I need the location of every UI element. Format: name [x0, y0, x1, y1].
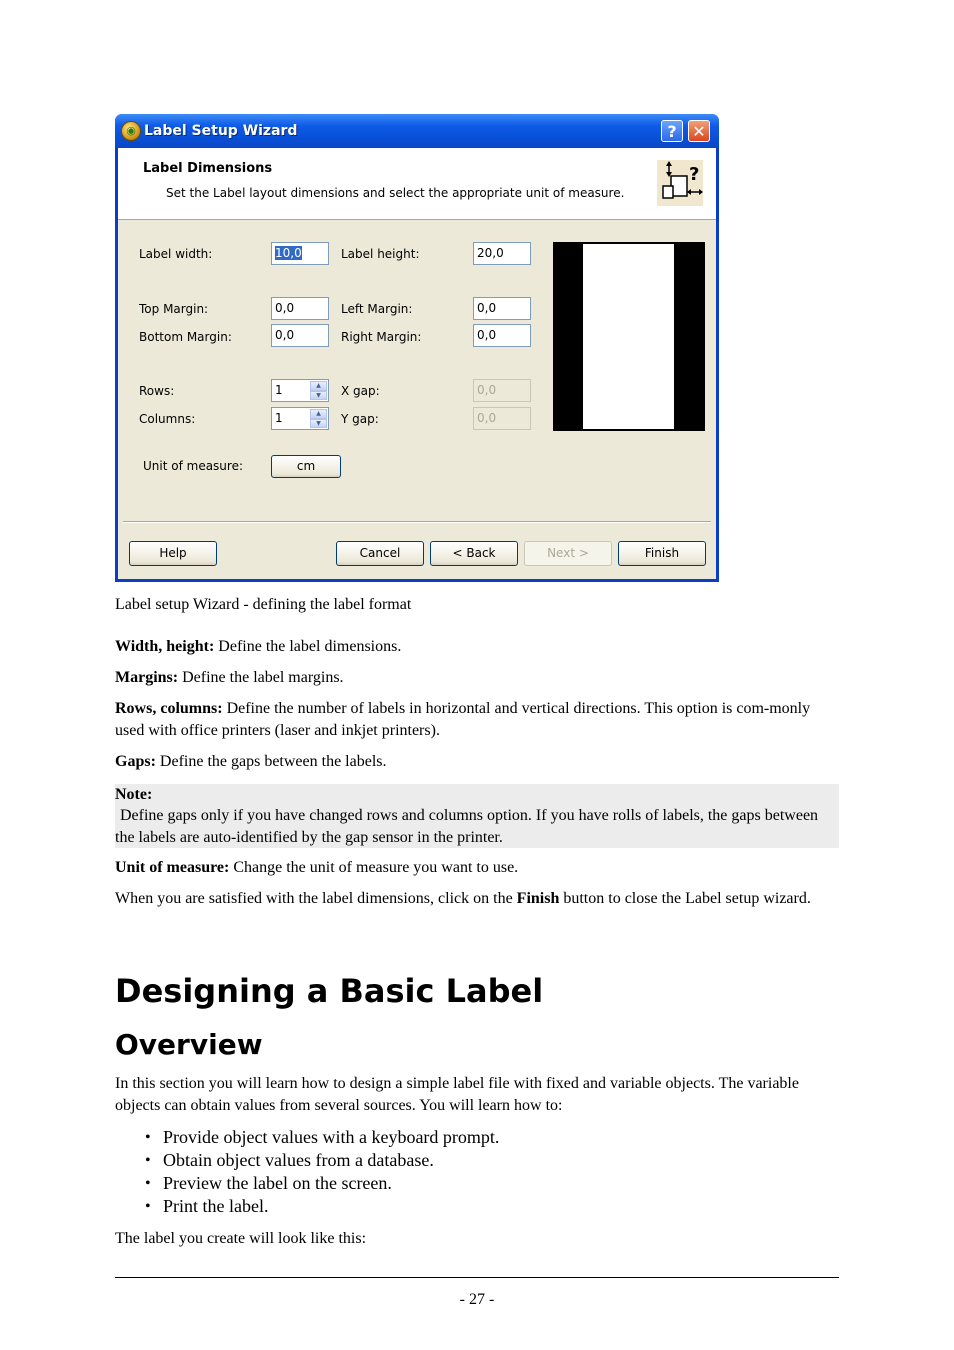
unit-of-measure-label: Unit of measure:	[143, 459, 244, 473]
finish-button[interactable]: Finish	[618, 541, 706, 566]
label-width-label: Label width:	[139, 247, 213, 261]
x-gap-input[interactable]: 0,0	[473, 379, 531, 402]
dialog-title-bar[interactable]	[115, 114, 719, 148]
rows-spin-buttons[interactable]	[310, 381, 327, 400]
rows-spinner[interactable]	[271, 379, 329, 402]
width-height-term: Width, height:	[115, 638, 215, 655]
margins-term: Margins:	[115, 669, 179, 686]
bottom-margin-input[interactable]: 0,0	[271, 324, 329, 347]
columns-value: 1	[275, 411, 283, 425]
button-separator	[123, 521, 711, 523]
finish-paragraph	[115, 888, 840, 910]
cancel-button[interactable]: Cancel	[336, 541, 424, 566]
columns-spin-buttons[interactable]	[310, 409, 327, 428]
wizard-step-title: Label Dimensions	[143, 161, 273, 176]
finish-text-post: button to close the Label setup wizard.	[559, 890, 811, 907]
finish-text-bold: Finish	[516, 890, 560, 907]
wizard-step-subtitle: Set the Label layout dimensions and select the appropriate unit of measure.	[166, 186, 625, 200]
close-icon[interactable]: ✕	[688, 120, 710, 142]
label-setup-wizard-dialog	[115, 114, 719, 582]
right-margin-input[interactable]: 0,0	[473, 324, 531, 347]
list-item: • Print the label.	[163, 1195, 499, 1218]
next-button[interactable]: Next >	[524, 541, 612, 566]
list-item: • Preview the label on the screen.	[163, 1172, 499, 1195]
left-margin-input[interactable]: 0,0	[473, 297, 531, 320]
list-item: • Obtain object values from a database.	[163, 1149, 499, 1172]
spin-up-icon[interactable]: ▲	[310, 409, 327, 419]
label-dimensions-icon	[655, 158, 705, 208]
left-margin-label: Left Margin:	[341, 302, 413, 316]
y-gap-input[interactable]: 0,0	[473, 407, 531, 430]
y-gap-label: Y gap:	[341, 412, 379, 426]
page-number: - 27 -	[459, 1291, 495, 1308]
gaps-term: Gaps:	[115, 753, 156, 770]
svg-text:?: ?	[689, 164, 700, 185]
bottom-margin-label: Bottom Margin:	[139, 330, 232, 344]
footer-rule	[115, 1277, 839, 1278]
spin-up-icon[interactable]: ▲	[310, 381, 327, 391]
rows-value: 1	[275, 383, 283, 397]
rows-columns-paragraph	[115, 698, 840, 742]
unit-of-measure-button[interactable]: cm	[271, 455, 341, 478]
width-height-text: Define the label dimensions.	[214, 638, 402, 655]
label-width-input[interactable]	[271, 242, 329, 265]
label-preview-sheet	[583, 244, 674, 429]
x-gap-label: X gap:	[341, 384, 380, 398]
figure-caption: Label setup Wizard - defining the label format	[115, 596, 412, 613]
label-height-label: Label height:	[341, 247, 420, 261]
label-width-value: 10,0	[275, 246, 302, 260]
note-title: Note:	[115, 786, 153, 803]
columns-label: Columns:	[139, 412, 196, 426]
right-margin-label: Right Margin:	[341, 330, 422, 344]
margins-text: Define the label margins.	[178, 669, 344, 686]
gaps-text: Define the gaps between the labels.	[155, 753, 387, 770]
dialog-client-area	[118, 148, 716, 579]
wizard-app-icon: ◉	[121, 121, 141, 141]
section-heading: Designing a Basic Label	[115, 972, 544, 1010]
width-height-paragraph	[115, 636, 840, 658]
note-text: Define gaps only if you have changed rows and columns option. If you have rolls of labels, the gaps between the labels are auto-identified by the gap sensor in the printer.	[115, 807, 819, 846]
rows-columns-text: Define the number of labels in horizontal and vertical directions. This option is com-monly used with office printers (laser and inkjet printers).	[115, 700, 811, 739]
unit-paragraph	[115, 857, 840, 879]
back-button[interactable]: < Back	[430, 541, 518, 566]
top-margin-input[interactable]: 0,0	[271, 297, 329, 320]
rows-columns-term: Rows, columns:	[115, 700, 223, 717]
margins-paragraph	[115, 667, 840, 689]
closing-paragraph: The label you create will look like this:	[115, 1230, 367, 1247]
columns-spinner[interactable]	[271, 407, 329, 430]
label-height-input[interactable]: 20,0	[473, 242, 531, 265]
subsection-heading: Overview	[115, 1028, 263, 1061]
list-item: • Provide object values with a keyboard prompt.	[163, 1126, 499, 1149]
label-preview	[553, 242, 705, 431]
dialog-title: Label Setup Wizard	[144, 123, 298, 139]
unit-text: Change the unit of measure you want to use.	[229, 859, 519, 876]
help-icon[interactable]: ?	[661, 120, 683, 142]
overview-paragraph: In this section you will learn how to design a simple label file with fixed and variable objects. The variable objects can obtain values from several sources. You will learn how to:	[115, 1075, 799, 1114]
wizard-header	[118, 148, 716, 220]
help-button[interactable]: Help	[129, 541, 217, 566]
rows-label: Rows:	[139, 384, 175, 398]
finish-text-pre: When you are satisfied with the label dimensions, click on the	[115, 890, 517, 907]
gaps-paragraph	[115, 751, 840, 773]
unit-term: Unit of measure:	[115, 859, 230, 876]
learning-objectives-list	[115, 1126, 499, 1218]
spin-down-icon[interactable]: ▼	[310, 419, 327, 429]
top-margin-label: Top Margin:	[139, 302, 209, 316]
spin-down-icon[interactable]: ▼	[310, 391, 327, 401]
